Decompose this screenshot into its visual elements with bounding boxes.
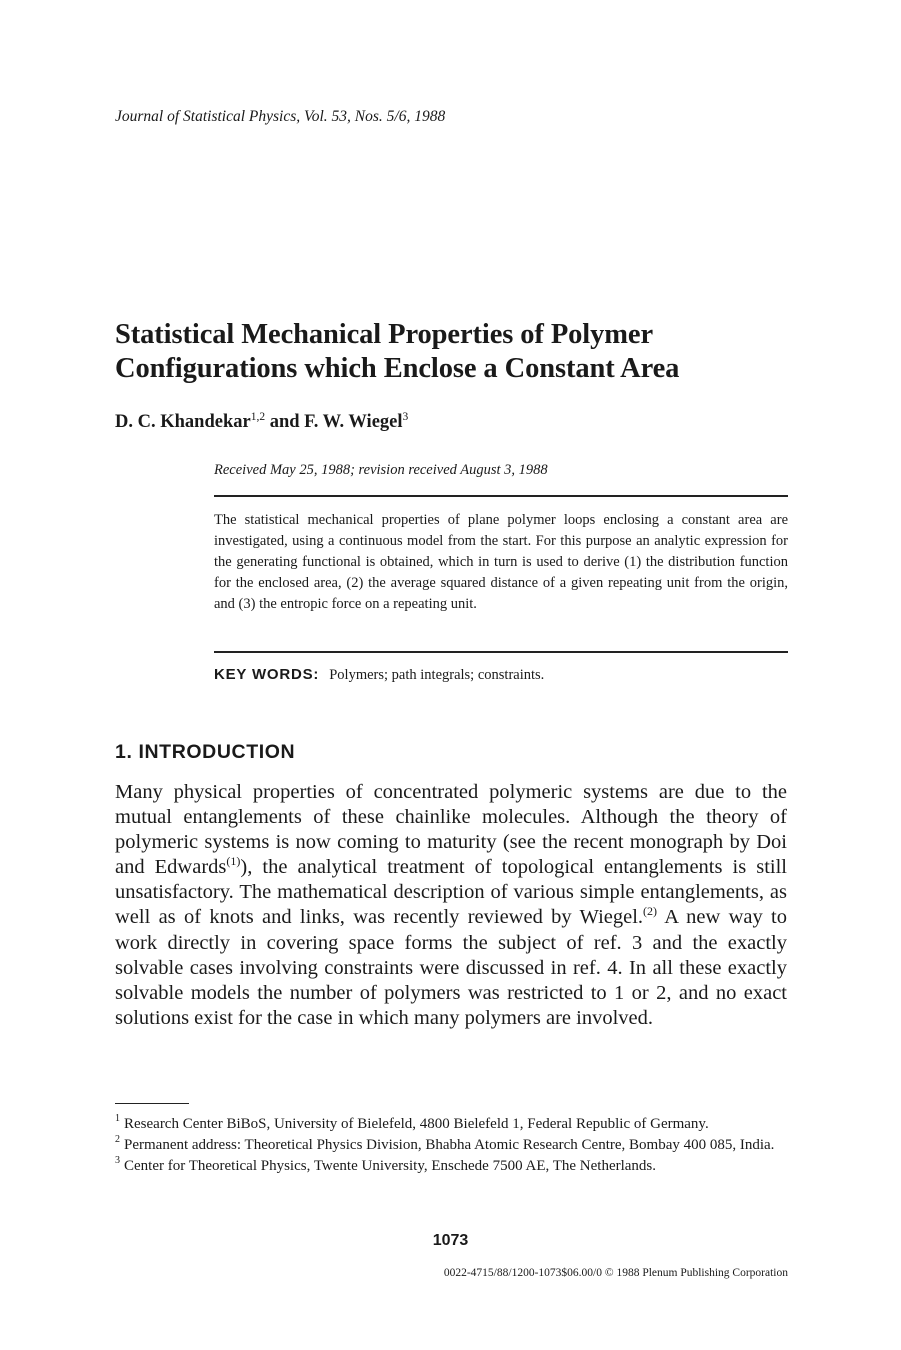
footnote-rule <box>115 1103 189 1104</box>
citation-ref-2: (2) <box>643 904 658 919</box>
footnote-text: Center for Theoretical Physics, Twente University, Enschede 7500 AE, The Netherlands. <box>124 1158 657 1174</box>
footnote-text: Permanent address: Theoretical Physics Division, Bhabha Atomic Research Centre, Bombay 400 085, India. <box>124 1137 775 1153</box>
received-dates: Received May 25, 1988; revision received August 3, 1988 <box>214 462 548 478</box>
section-heading: 1. INTRODUCTION <box>115 741 296 763</box>
paragraph-text-2: ), the analytical treatment of topological entanglements is still unsatisfactory. The mathematical description of various simple entanglements, as well as of knots and links, was recently reviewed by Wiegel. <box>115 856 787 929</box>
footnote: 3 Center for Theoretical Physics, Twente University, Enschede 7500 AE, The Netherlands. <box>115 1155 657 1174</box>
paragraph-text-1: Many physical properties of concentrated polymeric systems are due to the mutual entanglements of these chainlike molecules. Although the theory of polymeric systems is now coming to maturity (see the recent monograph by Doi and Edwards <box>115 781 787 879</box>
keywords <box>214 666 544 684</box>
paper-title <box>115 318 679 386</box>
author-connector: and <box>265 412 305 432</box>
title-line-2: Configurations which Enclose a Constant Area <box>115 353 680 384</box>
abstract-top-rule <box>214 495 788 497</box>
author-name-1: D. C. Khandekar <box>115 412 251 432</box>
footnote-text: Research Center BiBoS, University of Bielefeld, 4800 Bielefeld 1, Federal Republic of Germany. <box>124 1116 709 1132</box>
journal-citation: Journal of Statistical Physics, Vol. 53, Nos. 5/6, 1988 <box>115 108 446 125</box>
author-list <box>115 411 408 433</box>
copyright-line: 0022-4715/88/1200-1073$06.00/0 © 1988 Plenum Publishing Corporation <box>443 1267 788 1279</box>
keywords-text: Polymers; path integrals; constraints. <box>329 667 545 683</box>
paragraph-text-3: A new way to work directly in covering space forms the subject of ref. 3 and the exactly solvable cases involving constraints were discussed in ref. 4. In all these exactly solvable models the number of polymers was restricted to 1 or 2, and no exact solutions exist for the case in which many polymers are involved. <box>115 906 787 1029</box>
footnote: 1 Research Center BiBoS, University of Bielefeld, 4800 Bielefeld 1, Federal Republic of Germany. <box>115 1113 709 1132</box>
keywords-label: KEY WORDS: <box>214 666 320 683</box>
title-line-1: Statistical Mechanical Properties of Polymer <box>115 319 654 350</box>
author-affiliation-2: 3 <box>402 411 409 423</box>
citation-ref-1: (1) <box>226 854 241 869</box>
footnote: 2 Permanent address: Theoretical Physics Division, Bhabha Atomic Research Centre, Bombay 400 085, India. <box>115 1134 775 1153</box>
introduction-paragraph <box>115 780 787 1031</box>
abstract: The statistical mechanical properties of plane polymer loops enclosing a constant area are investigated, using a continuous model from the start. For this purpose an analytic expression for the generating functional is obtained, which in turn is used to derive (1) the distribution function for the enclosed area, (2) the average squared distance of a given repeating unit from the origin, and (3) the entropic force on a repeating unit. <box>214 512 788 612</box>
author-name-2: F. W. Wiegel <box>304 412 403 432</box>
footnotes <box>115 1114 788 1177</box>
author-affiliation-1: 1,2 <box>250 411 266 423</box>
abstract-bottom-rule <box>214 651 788 653</box>
page-number: 1073 <box>432 1232 469 1249</box>
